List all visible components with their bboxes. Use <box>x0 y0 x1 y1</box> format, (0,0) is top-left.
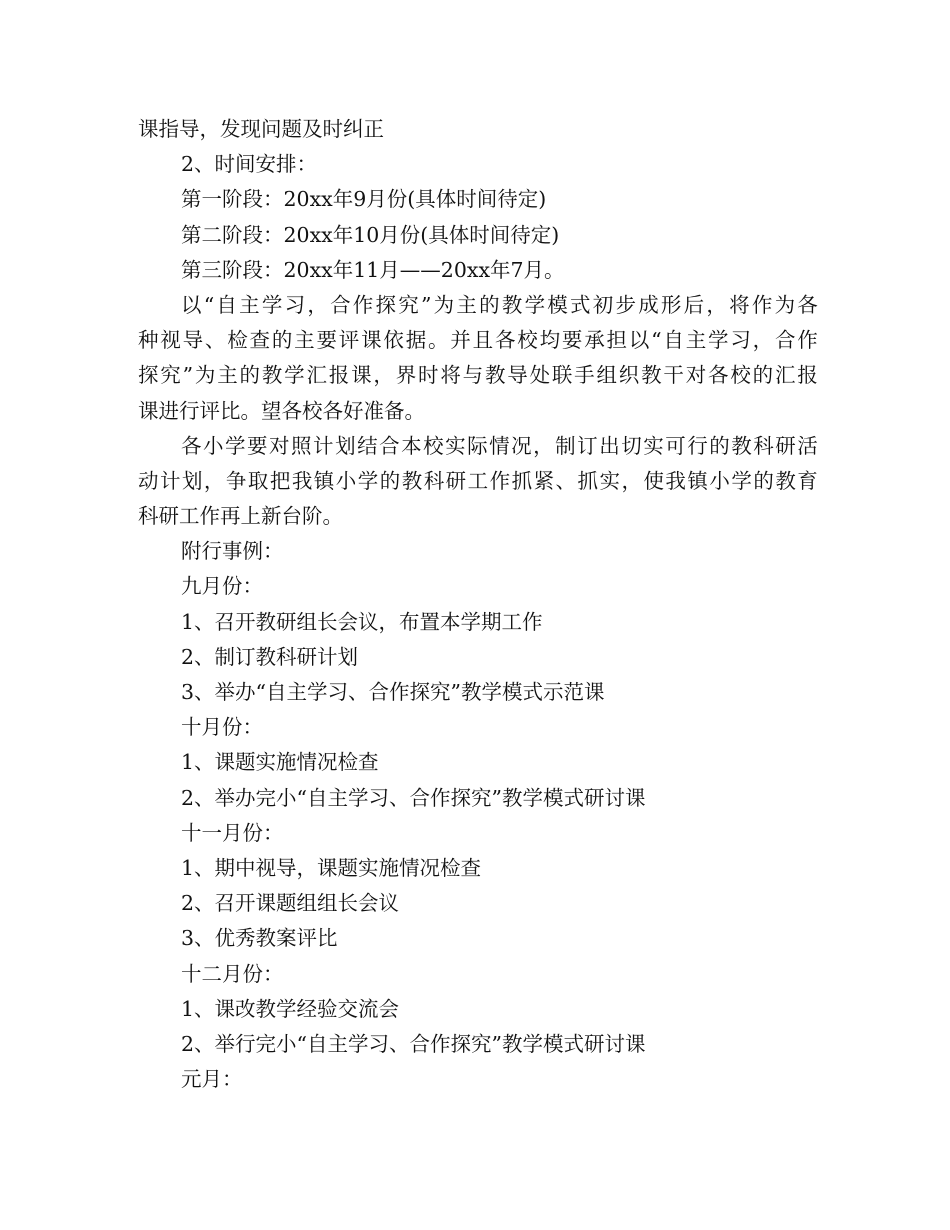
text-line: 2、举办完小“自主学习、合作探究”教学模式研讨课 <box>181 785 646 810</box>
text-line: 1、课改教学经验交流会 <box>181 996 400 1021</box>
text-line: 2、召开课题组组长会议 <box>181 891 400 916</box>
text-line: 2、举行完小“自主学习、合作探究”教学模式研讨课 <box>181 1031 646 1056</box>
text-line: 十二月份： <box>181 961 284 986</box>
text-line: 第一阶段：20xx年9月份(具体时间待定) <box>181 187 547 212</box>
text-line: 科研工作再上新台阶。 <box>138 504 343 529</box>
text-line: 以“自主学习，合作探究”为主的教学模式初步成形后，将作为各 <box>181 292 818 317</box>
text-line: 1、召开教研组长会议，布置本学期工作 <box>181 609 543 634</box>
text-line: 第三阶段：20xx年11月——20xx年7月。 <box>181 257 565 282</box>
text-line: 3、优秀教案评比 <box>181 926 338 951</box>
document-body <box>138 112 818 1097</box>
text-line: 十一月份： <box>181 820 284 845</box>
text-line: 动计划，争取把我镇小学的教科研工作抓紧、抓实，使我镇小学的教育 <box>138 468 818 493</box>
text-line: 九月份： <box>181 574 263 599</box>
text-line: 1、课题实施情况检查 <box>181 750 379 775</box>
text-line: 第二阶段：20xx年10月份(具体时间待定) <box>181 222 560 247</box>
text-line: 各小学要对照计划结合本校实际情况，制订出切实可行的教科研活 <box>181 433 818 458</box>
text-line: 3、举办“自主学习、合作探究”教学模式示范课 <box>181 680 605 704</box>
text-line: 十月份： <box>181 715 263 740</box>
text-line: 种视导、检查的主要评课依据。并且各校均要承担以“自主学习，合作 <box>138 328 818 353</box>
text-line: 课进行评比。望各校各好准备。 <box>138 398 425 423</box>
text-line: 2、制订教科研计划 <box>181 644 359 669</box>
text-line: 课指导，发现问题及时纠正 <box>138 117 384 141</box>
text-line: 元月： <box>181 1067 243 1092</box>
text-line: 附行事例： <box>181 539 284 564</box>
text-line: 探究”为主的教学汇报课，界时将与教导处联手组织教干对各校的汇报 <box>138 363 818 388</box>
text-line: 1、期中视导，课题实施情况检查 <box>181 855 482 880</box>
text-line: 2、时间安排： <box>181 152 318 177</box>
